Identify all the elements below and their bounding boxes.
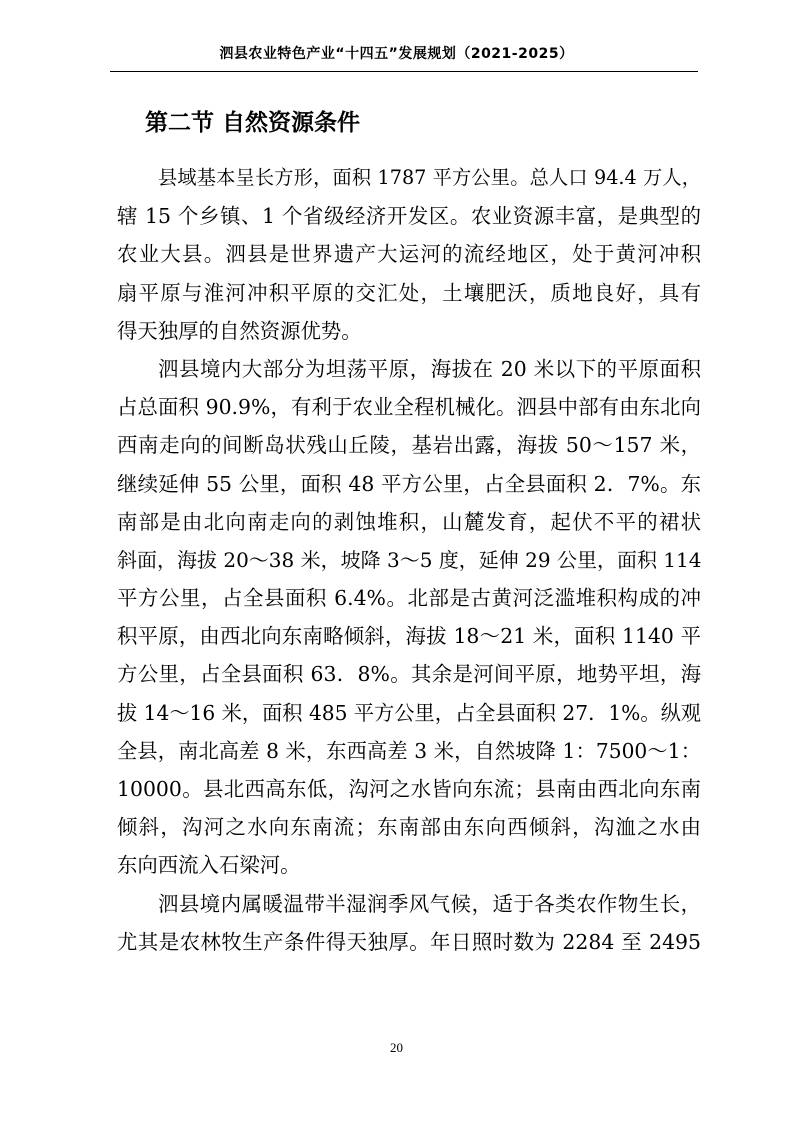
paragraph-line: 尤其是农林牧生产条件得天独厚。年日照时数为 2284 至 2495 (117, 929, 701, 954)
paragraph-line: 辖 15 个乡镇、1 个省级经济开发区。农业资源丰富，是典型的 (117, 204, 701, 229)
page-header: 泗县农业特色产业“十四五”发展规划（2021-2025） (219, 46, 574, 62)
body-text (117, 159, 701, 961)
paragraph-line: 农业大县。泗县是世界遗产大运河的流经地区，处于黄河冲积 (117, 242, 701, 267)
paragraph-line: 积平原，由西北向东南略倾斜，海拔 18～21 米，面积 1140 平 (117, 624, 701, 649)
paragraph-line: 得天独厚的自然资源优势。 (117, 318, 362, 343)
paragraph-line: 斜面，海拔 20～38 米，坡降 3～5 度，延伸 29 公里，面积 114 (117, 547, 702, 572)
paragraph-line: 南部是由北向南走向的剥蚀堆积，山麓发育，起伏不平的裙状 (117, 509, 701, 534)
paragraph-line: 占总面积 90.9%，有利于农业全程机械化。泗县中部有由东北向 (117, 395, 701, 420)
paragraph-line: 全县，南北高差 8 米，东西高差 3 米，自然坡降 1：7500～1： (117, 738, 701, 763)
paragraph-line: 拔 14～16 米，面积 485 平方公里，占全县面积 27．1%。纵观 (117, 700, 701, 725)
paragraph-line: 西南走向的间断岛状残山丘陵，基岩出露，海拔 50～157 米， (117, 433, 701, 458)
header-divider (110, 71, 698, 72)
paragraph-line: 继续延伸 55 公里，面积 48 平方公里，占全县面积 2．7%。东 (117, 471, 701, 496)
paragraph-line: 泗县境内属暖温带半湿润季风气候，适于各类农作物生长， (158, 891, 701, 916)
paragraph-line: 平方公里，占全县面积 6.4%。北部是古黄河泛滥堆积构成的冲 (117, 586, 701, 611)
page-number: 20 (390, 1040, 403, 1055)
paragraph-line: 泗县境内大部分为坦荡平原，海拔在 20 米以下的平原面积 (158, 356, 701, 381)
section-title: 第二节 自然资源条件 (145, 110, 361, 136)
paragraph-line: 10000。县北西高东低，沟河之水皆向东流；县南由西北向东南 (117, 777, 701, 801)
paragraph-line: 倾斜，沟河之水向东南流；东南部由东向西倾斜，沟洫之水由 (117, 815, 701, 840)
paragraph-line: 县域基本呈长方形，面积 1787 平方公里。总人口 94.4 万人， (158, 166, 701, 189)
paragraph-line: 东向西流入石梁河。 (117, 853, 301, 878)
paragraph-line: 方公里，占全县面积 63．8%。其余是河间平原，地势平坦，海 (117, 662, 701, 687)
paragraph-line: 扇平原与淮河冲积平原的交汇处，土壤肥沃，质地良好，具有 (117, 280, 701, 305)
